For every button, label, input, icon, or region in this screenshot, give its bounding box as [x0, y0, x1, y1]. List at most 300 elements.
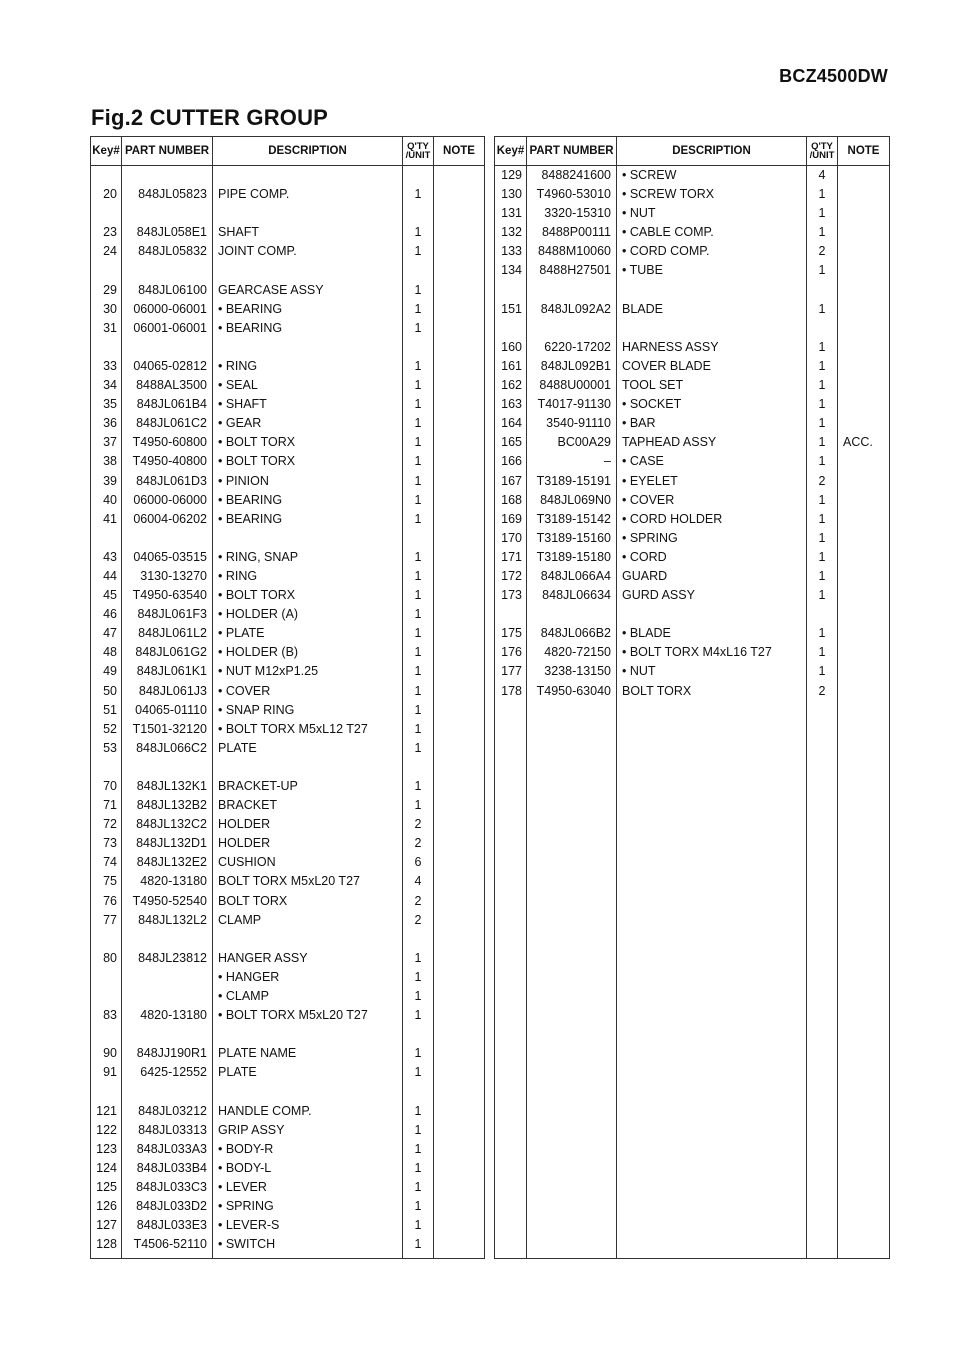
- row-part-number: 848JL066B2: [540, 626, 611, 641]
- row-description: • SCREW TORX: [622, 187, 715, 202]
- row-key: 33: [103, 358, 117, 373]
- row-part-number: T4950-60800: [132, 435, 207, 450]
- row-description: PLATE: [218, 740, 257, 755]
- row-key: 71: [103, 798, 117, 813]
- table-row: [91, 682, 484, 701]
- row-part-number: 3320-15310: [544, 206, 611, 221]
- table-row: [91, 1121, 484, 1140]
- table-row: [495, 643, 889, 662]
- row-key: 74: [103, 855, 117, 870]
- row-qty: 1: [818, 511, 826, 526]
- row-qty: 2: [414, 817, 422, 832]
- row-key: 52: [103, 721, 117, 736]
- table-row: [495, 491, 889, 510]
- table-row: [91, 815, 484, 834]
- row-description: GEARCASE ASSY: [218, 282, 324, 297]
- table-row: [91, 911, 484, 930]
- table-row: [91, 433, 484, 452]
- row-qty: 1: [414, 1218, 422, 1233]
- row-description: • PLATE: [218, 626, 265, 641]
- table-row: [91, 1063, 484, 1082]
- row-part-number: T4506-52110: [133, 1237, 207, 1252]
- row-qty: 2: [414, 893, 422, 908]
- table-row: [91, 701, 484, 720]
- row-description: • SNAP RING: [218, 702, 295, 717]
- table-row: [495, 567, 889, 586]
- row-qty: 1: [414, 454, 422, 469]
- row-description: • PINION: [218, 473, 269, 488]
- row-part-number: T4950-40800: [132, 454, 207, 469]
- row-key: 134: [501, 263, 522, 278]
- table-row: [495, 376, 889, 395]
- row-description: • BEARING: [218, 301, 283, 316]
- table-row: [91, 472, 484, 491]
- row-key: 161: [501, 358, 522, 373]
- row-qty: 1: [414, 1199, 422, 1214]
- table-row: [91, 853, 484, 872]
- row-qty: 1: [414, 244, 422, 259]
- row-part-number: 06000-06000: [133, 492, 207, 507]
- table-row: [91, 624, 484, 643]
- model-number: BCZ4500DW: [779, 66, 888, 86]
- row-qty: 1: [818, 301, 826, 316]
- row-description: • SOCKET: [622, 397, 682, 412]
- row-description: HOLDER: [218, 836, 271, 851]
- row-part-number: T3189-15142: [536, 511, 611, 526]
- table-header: [91, 137, 484, 166]
- row-qty: 2: [414, 912, 422, 927]
- table-row: [91, 414, 484, 433]
- table-row: [91, 1197, 484, 1216]
- row-description: • HOLDER (A): [218, 607, 299, 622]
- row-description: • TUBE: [622, 263, 663, 278]
- row-key: 49: [103, 664, 117, 679]
- row-part-number: 848JL132L2: [138, 912, 207, 927]
- row-qty: 1: [414, 740, 422, 755]
- row-qty: 1: [414, 702, 422, 717]
- row-description: • BLADE: [622, 626, 671, 641]
- row-part-number: 8488241600: [541, 168, 611, 182]
- row-qty: 1: [818, 397, 826, 412]
- table-row: [91, 281, 484, 300]
- row-description: HARNESS ASSY: [622, 339, 719, 354]
- row-qty: 1: [818, 454, 826, 469]
- row-key: 175: [501, 626, 522, 641]
- row-qty: 1: [414, 225, 422, 240]
- row-description: • CORD: [622, 549, 667, 564]
- row-key: 90: [103, 1046, 117, 1061]
- row-qty: 1: [414, 358, 422, 373]
- row-part-number: 848JL132C2: [136, 817, 207, 832]
- table-row: [495, 414, 889, 433]
- row-qty: 1: [414, 1122, 422, 1137]
- row-qty: 1: [818, 568, 826, 583]
- row-part-number: 6220-17202: [544, 339, 611, 354]
- row-qty: 1: [818, 225, 826, 240]
- row-qty: 1: [414, 473, 422, 488]
- row-part-number: 848JL033A3: [136, 1141, 207, 1156]
- row-qty: 1: [414, 683, 422, 698]
- table-row: [91, 1083, 484, 1102]
- table-row: [495, 605, 889, 624]
- row-key: 29: [103, 282, 117, 297]
- row-description: TAPHEAD ASSY: [622, 435, 717, 450]
- row-description: • SEAL: [218, 378, 258, 393]
- row-key: 83: [103, 1008, 117, 1023]
- header-description: DESCRIPTION: [672, 144, 751, 157]
- row-part-number: 4820-72150: [544, 645, 611, 660]
- table-row: [495, 204, 889, 223]
- row-qty: 1: [818, 378, 826, 393]
- row-part-number: 848JL061J3: [138, 683, 207, 698]
- row-part-number: 848JL06634: [542, 588, 611, 603]
- row-key: 70: [103, 779, 117, 793]
- row-key: 133: [501, 244, 522, 259]
- row-part-number: 3540-91110: [546, 416, 611, 431]
- table-row: [91, 1102, 484, 1121]
- row-part-number: 848JL05832: [138, 244, 207, 259]
- table-row: [91, 968, 484, 987]
- row-qty: 1: [414, 301, 422, 316]
- row-description: • SWITCH: [218, 1237, 276, 1252]
- row-key: 163: [501, 397, 522, 412]
- table-row: [91, 949, 484, 968]
- row-key: 131: [501, 206, 522, 221]
- row-qty: 1: [414, 1103, 422, 1118]
- row-key: 177: [501, 664, 522, 679]
- row-key: 24: [103, 244, 117, 259]
- table-row: [91, 338, 484, 357]
- table-row: [91, 166, 484, 185]
- header-note: NOTE: [443, 144, 475, 157]
- row-qty: 1: [414, 645, 422, 660]
- row-description: • NUT: [622, 206, 656, 221]
- row-part-number: 848JL03212: [138, 1103, 207, 1118]
- table-row: [91, 204, 484, 223]
- table-row: [91, 319, 484, 338]
- row-key: 72: [103, 817, 117, 832]
- table-row: [91, 185, 484, 204]
- table-row: [91, 376, 484, 395]
- row-part-number: 848JL033B4: [136, 1160, 207, 1175]
- row-key: 30: [103, 301, 117, 316]
- table-row: [91, 1006, 484, 1025]
- row-description: PLATE: [218, 1065, 257, 1080]
- row-part-number: 848JL061B4: [136, 397, 207, 412]
- table-row: [91, 491, 484, 510]
- row-description: PIPE COMP.: [218, 187, 290, 202]
- row-description: • COVER: [622, 492, 675, 507]
- table-row: [495, 433, 889, 452]
- row-key: 36: [103, 416, 117, 431]
- row-part-number: 848JL03313: [138, 1122, 207, 1137]
- header-qty: [403, 137, 433, 165]
- row-key: 40: [103, 492, 117, 507]
- header-part-number: PART NUMBER: [124, 144, 210, 157]
- table-row: [91, 567, 484, 586]
- table-row: [91, 357, 484, 376]
- table-row: [91, 223, 484, 242]
- table-row: [91, 452, 484, 471]
- row-qty: 1: [818, 664, 826, 679]
- row-part-number: 848JL132B2: [136, 798, 207, 813]
- row-part-number: 848JL066C2: [136, 740, 207, 755]
- row-note: ACC.: [843, 435, 873, 450]
- row-description: • BOLT TORX: [218, 588, 296, 603]
- row-description: HANGER ASSY: [218, 950, 308, 965]
- row-key: 168: [501, 492, 522, 507]
- row-key: 76: [103, 893, 117, 908]
- row-part-number: 848JJ190R1: [136, 1046, 207, 1061]
- row-description: HANDLE COMP.: [218, 1103, 312, 1118]
- row-part-number: 04065-03515: [133, 549, 207, 564]
- row-description: • RING, SNAP: [218, 549, 299, 564]
- header-qty: [807, 137, 837, 165]
- table-row: [91, 1159, 484, 1178]
- row-part-number: 8488H27501: [539, 263, 611, 278]
- row-key: 178: [501, 683, 522, 698]
- row-part-number: 8488AL3500: [136, 378, 207, 393]
- table-row: [91, 1178, 484, 1197]
- row-description: • BEARING: [218, 511, 283, 526]
- row-description: • CASE: [622, 454, 664, 469]
- row-part-number: 848JL033C3: [136, 1179, 207, 1194]
- table-row: [91, 242, 484, 261]
- row-qty: 1: [818, 187, 826, 202]
- row-key: 77: [103, 912, 117, 927]
- row-key: 91: [103, 1065, 117, 1080]
- row-part-number: 848JL061F3: [137, 607, 207, 622]
- row-description: TOOL SET: [622, 378, 684, 393]
- row-qty: 1: [818, 549, 826, 564]
- row-qty: 1: [414, 989, 422, 1004]
- row-description: • BOLT TORX M5xL12 T27: [218, 721, 368, 736]
- row-key: 44: [103, 568, 117, 583]
- table-row: [91, 872, 484, 891]
- table-row: [495, 529, 889, 548]
- header-description: DESCRIPTION: [268, 144, 347, 157]
- row-description: • BOLT TORX M4xL16 T27: [622, 645, 772, 660]
- row-key: 172: [501, 568, 522, 583]
- row-description: GURD ASSY: [622, 588, 695, 603]
- row-qty: 1: [818, 358, 826, 373]
- row-qty: 1: [818, 645, 826, 660]
- row-part-number: 8488M10060: [538, 244, 611, 259]
- row-qty: 1: [818, 339, 826, 354]
- row-description: COVER BLADE: [622, 358, 711, 373]
- row-description: • BEARING: [218, 492, 283, 507]
- row-key: 160: [501, 339, 522, 354]
- table-row: [91, 1235, 484, 1254]
- row-description: • CORD HOLDER: [622, 511, 723, 526]
- table-row: [495, 548, 889, 567]
- table-row: [495, 281, 889, 300]
- row-qty: 1: [414, 549, 422, 564]
- row-part-number: 4820-13180: [140, 1008, 207, 1023]
- table-row: [91, 662, 484, 681]
- row-description: CUSHION: [218, 855, 276, 870]
- row-qty: 1: [414, 950, 422, 965]
- row-description: • BOLT TORX: [218, 435, 296, 450]
- row-part-number: 8488P00111: [541, 225, 611, 240]
- table-row: [91, 1216, 484, 1235]
- row-qty: 6: [414, 855, 422, 870]
- row-description: GUARD: [622, 568, 668, 583]
- row-qty: 1: [414, 1160, 422, 1175]
- row-part-number: 6425-12552: [140, 1065, 207, 1080]
- header-part-number: PART NUMBER: [529, 144, 614, 157]
- table-row: [495, 319, 889, 338]
- row-description: • EYELET: [622, 473, 678, 488]
- row-key: 73: [103, 836, 117, 851]
- row-qty: 1: [414, 1179, 422, 1194]
- row-qty: 1: [414, 664, 422, 679]
- row-part-number: T3189-15191: [536, 473, 611, 488]
- row-part-number: T4950-63540: [132, 588, 207, 603]
- row-qty: 1: [414, 1141, 422, 1156]
- row-qty: 1: [414, 282, 422, 297]
- table-row: [91, 510, 484, 529]
- row-description: • RING: [218, 358, 258, 373]
- row-qty: 1: [818, 626, 826, 641]
- row-key: 169: [501, 511, 522, 526]
- row-part-number: 848JL058E1: [136, 225, 207, 240]
- row-qty: 1: [414, 378, 422, 393]
- row-key: 167: [501, 473, 522, 488]
- table-row: [91, 261, 484, 280]
- table-row: [495, 261, 889, 280]
- row-description: BLADE: [622, 301, 663, 316]
- table-row: [495, 510, 889, 529]
- row-description: • COVER: [218, 683, 271, 698]
- row-qty: 1: [818, 530, 826, 545]
- row-part-number: 848JL061D3: [136, 473, 207, 488]
- row-key: 46: [103, 607, 117, 622]
- row-part-number: 848JL092A2: [540, 301, 611, 316]
- row-part-number: 848JL033D2: [136, 1199, 207, 1214]
- row-key: 124: [96, 1160, 117, 1175]
- row-qty: 2: [414, 836, 422, 851]
- parts-table-right: [494, 136, 890, 1259]
- row-part-number: 848JL132K1: [136, 779, 207, 793]
- row-part-number: BC00A29: [557, 435, 611, 450]
- row-part-number: 848JL132E2: [136, 855, 207, 870]
- row-key: 123: [96, 1141, 117, 1156]
- row-description: • GEAR: [218, 416, 262, 431]
- row-key: 80: [103, 950, 117, 965]
- row-qty: 2: [818, 473, 826, 488]
- table-row: [495, 472, 889, 491]
- table-row: [91, 586, 484, 605]
- row-part-number: T3189-15160: [536, 530, 611, 545]
- row-qty: 1: [414, 416, 422, 431]
- table-row: [91, 605, 484, 624]
- row-key: 51: [103, 702, 117, 717]
- row-qty: 1: [414, 435, 422, 450]
- row-part-number: 3130-13270: [140, 568, 207, 583]
- header-qty-line1: Q'TY: [811, 141, 833, 152]
- row-part-number: T3189-15180: [536, 549, 611, 564]
- row-qty: 1: [414, 320, 422, 335]
- row-description: BRACKET: [218, 798, 278, 813]
- figure-title: Fig.2 CUTTER GROUP: [91, 105, 329, 130]
- row-description: • NUT: [622, 664, 656, 679]
- row-key: 37: [103, 435, 117, 450]
- table-header: [495, 137, 889, 166]
- table-row: [91, 1044, 484, 1063]
- table-row: [91, 796, 484, 815]
- row-key: 20: [103, 187, 117, 202]
- row-part-number: T1501-32120: [132, 721, 207, 736]
- row-key: 171: [501, 549, 522, 564]
- table-row: [91, 720, 484, 739]
- table-row: [495, 338, 889, 357]
- row-qty: 1: [414, 187, 422, 202]
- row-key: 50: [103, 683, 117, 698]
- table-row: [91, 777, 484, 796]
- table-row: [91, 548, 484, 567]
- table-body: [495, 166, 889, 701]
- row-qty: 1: [414, 721, 422, 736]
- row-qty: 1: [414, 798, 422, 813]
- header-qty-line1: Q'TY: [407, 141, 429, 152]
- row-key: 130: [501, 187, 522, 202]
- row-description: BRACKET-UP: [218, 779, 298, 793]
- table-body: [91, 166, 484, 1254]
- row-part-number: T4950-52540: [132, 893, 207, 908]
- row-qty: 1: [414, 588, 422, 603]
- row-key: 127: [96, 1218, 117, 1233]
- row-description: • LEVER-S: [218, 1218, 280, 1233]
- row-key: 48: [103, 645, 117, 660]
- table-row: [91, 1140, 484, 1159]
- table-row: [495, 300, 889, 319]
- table-row: [91, 987, 484, 1006]
- row-qty: 1: [414, 492, 422, 507]
- row-key: 31: [103, 320, 117, 335]
- row-qty: 4: [818, 168, 826, 182]
- row-part-number: 06004-06202: [133, 511, 207, 526]
- row-qty: 1: [414, 1008, 422, 1023]
- table-row: [495, 682, 889, 701]
- row-key: 53: [103, 740, 117, 755]
- row-description: SHAFT: [218, 225, 259, 240]
- header-qty-line2: /UNIT: [809, 150, 835, 161]
- row-key: 151: [501, 301, 522, 316]
- row-qty: 1: [414, 511, 422, 526]
- table-row: [91, 758, 484, 777]
- row-qty: 1: [414, 969, 422, 984]
- row-description: • CORD COMP.: [622, 244, 710, 259]
- table-row: [495, 624, 889, 643]
- row-part-number: 3238-13150: [544, 664, 611, 679]
- row-part-number: 848JL061L2: [138, 626, 207, 641]
- row-qty: 4: [414, 874, 422, 889]
- row-part-number: 06001-06001: [133, 320, 207, 335]
- row-key: 129: [501, 168, 522, 182]
- header-qty-line2: /UNIT: [405, 150, 431, 161]
- row-part-number: 4820-13180: [140, 874, 207, 889]
- row-description: • CLAMP: [218, 989, 269, 1004]
- row-description: PLATE NAME: [218, 1046, 297, 1061]
- row-key: 164: [501, 416, 522, 431]
- row-part-number: 848JL061K1: [136, 664, 207, 679]
- row-qty: 1: [414, 1065, 422, 1080]
- row-key: 35: [103, 397, 117, 412]
- row-part-number: 848JL061C2: [136, 416, 207, 431]
- table-row: [91, 1025, 484, 1044]
- row-description: CLAMP: [218, 912, 262, 927]
